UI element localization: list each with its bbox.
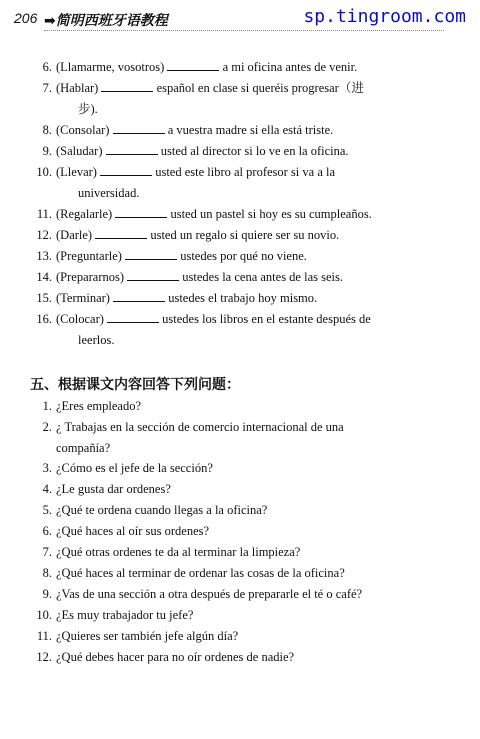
exercise-item xyxy=(30,144,349,159)
question-number: 1. xyxy=(42,399,52,413)
exercise-item xyxy=(30,312,371,327)
section-title: 五、根据课文内容回答下列问题： xyxy=(30,377,240,393)
question-item xyxy=(30,461,213,476)
page-number: 206 xyxy=(14,10,38,26)
question-number: 7. xyxy=(42,545,52,559)
question-item xyxy=(30,482,171,497)
item-verb: (Consolar) xyxy=(56,123,110,137)
answer-blank xyxy=(100,165,152,176)
question-text: ¿Qué haces al oír sus ordenes? xyxy=(56,524,210,538)
question-text: ¿Vas de una sección a otra después de prepararle el té o café? xyxy=(56,587,363,601)
item-continuation: leerlos. xyxy=(78,333,115,347)
header-rule xyxy=(44,30,444,31)
exercise-item xyxy=(30,60,357,75)
answer-blank xyxy=(113,123,165,134)
item-sentence: usted un pastel si hoy es su cumpleaños. xyxy=(170,207,372,221)
item-number: 6. xyxy=(42,60,52,74)
item-sentence: español en clase si queréis progresar（进 xyxy=(156,81,364,95)
item-verb: (Saludar) xyxy=(56,144,103,158)
question-item xyxy=(30,545,300,560)
question-item xyxy=(30,587,362,602)
item-sentence: ustedes los libros en el estante después de xyxy=(162,312,371,326)
question-text: ¿Quieres ser también jefe algún día? xyxy=(56,629,239,643)
question-number: 11. xyxy=(36,629,52,643)
question-item xyxy=(30,399,141,414)
question-text: ¿Le gusta dar ordenes? xyxy=(56,482,171,496)
exercise-item xyxy=(30,207,372,222)
exercise-item xyxy=(30,123,333,138)
exercise-item xyxy=(30,81,364,96)
item-sentence: usted este libro al profesor si va a la xyxy=(155,165,336,179)
question-item xyxy=(30,566,345,581)
item-sentence: ustedes por qué no viene. xyxy=(180,249,307,263)
question-item xyxy=(30,629,238,644)
question-text: ¿Qué debes hacer para no oír ordenes de nadie? xyxy=(56,650,295,664)
question-item xyxy=(30,650,294,665)
site-watermark: sp.tingroom.com xyxy=(303,6,466,27)
item-verb: (Colocar) xyxy=(56,312,104,326)
question-text: ¿Qué haces al terminar de ordenar las cosas de la oficina? xyxy=(56,566,345,580)
answer-blank xyxy=(95,228,147,239)
item-verb: (Prepararnos) xyxy=(56,270,125,284)
question-text: ¿Cómo es el jefe de la sección? xyxy=(56,461,213,475)
item-number: 16. xyxy=(36,312,52,326)
question-number: 8. xyxy=(42,566,52,580)
question-item xyxy=(30,420,344,435)
answer-blank xyxy=(167,60,219,71)
answer-blank xyxy=(127,270,179,281)
item-number: 14. xyxy=(36,270,52,284)
question-text: ¿Qué otras ordenes te da al terminar la limpieza? xyxy=(56,545,301,559)
question-number: 3. xyxy=(42,461,52,475)
question-text: ¿Qué te ordena cuando llegas a la oficina? xyxy=(56,503,268,517)
exercise-item xyxy=(30,291,317,306)
item-verb: (Llevar) xyxy=(56,165,97,179)
question-item xyxy=(30,524,209,539)
exercise-item xyxy=(30,165,335,180)
question-item xyxy=(30,503,267,518)
question-number: 6. xyxy=(42,524,52,538)
item-number: 11. xyxy=(36,207,52,221)
item-verb: (Hablar) xyxy=(56,81,99,95)
item-continuation: universidad. xyxy=(78,186,140,200)
item-verb: (Regalarle) xyxy=(56,207,113,221)
item-sentence: a mi oficina antes de venir. xyxy=(222,60,358,74)
exercise-item xyxy=(30,228,339,243)
answer-blank xyxy=(115,207,167,218)
item-sentence: ustedes la cena antes de las seis. xyxy=(182,270,343,284)
question-text: ¿ Trabajas en la sección de comercio internacional de una xyxy=(56,420,344,434)
exercise-item xyxy=(30,270,343,285)
answer-blank xyxy=(107,312,159,323)
item-verb: (Llamarme, vosotros) xyxy=(56,60,165,74)
item-verb: (Terminar) xyxy=(56,291,110,305)
item-number: 10. xyxy=(36,165,52,179)
item-sentence: usted un regalo si quiere ser su novio. xyxy=(150,228,340,242)
item-number: 13. xyxy=(36,249,52,263)
item-number: 7. xyxy=(42,81,52,95)
item-number: 9. xyxy=(42,144,52,158)
answer-blank xyxy=(101,81,153,92)
item-continuation: 步). xyxy=(78,102,98,116)
book-title: ➡简明西班牙语教程 xyxy=(44,13,168,29)
question-number: 12. xyxy=(36,650,52,664)
question-number: 5. xyxy=(42,503,52,517)
item-verb: (Darle) xyxy=(56,228,93,242)
item-number: 8. xyxy=(42,123,52,137)
answer-blank xyxy=(125,249,177,260)
question-continuation: compañía? xyxy=(56,441,111,455)
item-sentence: a vuestra madre si ella está triste. xyxy=(167,123,334,137)
question-text: ¿Es muy trabajador tu jefe? xyxy=(56,608,194,622)
item-verb: (Preguntarle) xyxy=(56,249,122,263)
question-number: 4. xyxy=(42,482,52,496)
answer-blank xyxy=(106,144,158,155)
page-header xyxy=(0,0,480,40)
answer-blank xyxy=(113,291,165,302)
item-number: 15. xyxy=(36,291,52,305)
question-number: 10. xyxy=(36,608,52,622)
exercise-item xyxy=(30,249,307,264)
item-sentence: ustedes el trabajo hoy mismo. xyxy=(168,291,318,305)
item-number: 12. xyxy=(36,228,52,242)
question-item xyxy=(30,608,193,623)
item-sentence: usted al director si lo ve en la oficina. xyxy=(160,144,349,158)
question-text: ¿Eres empleado? xyxy=(56,399,142,413)
question-number: 9. xyxy=(42,587,52,601)
question-number: 2. xyxy=(42,420,52,434)
